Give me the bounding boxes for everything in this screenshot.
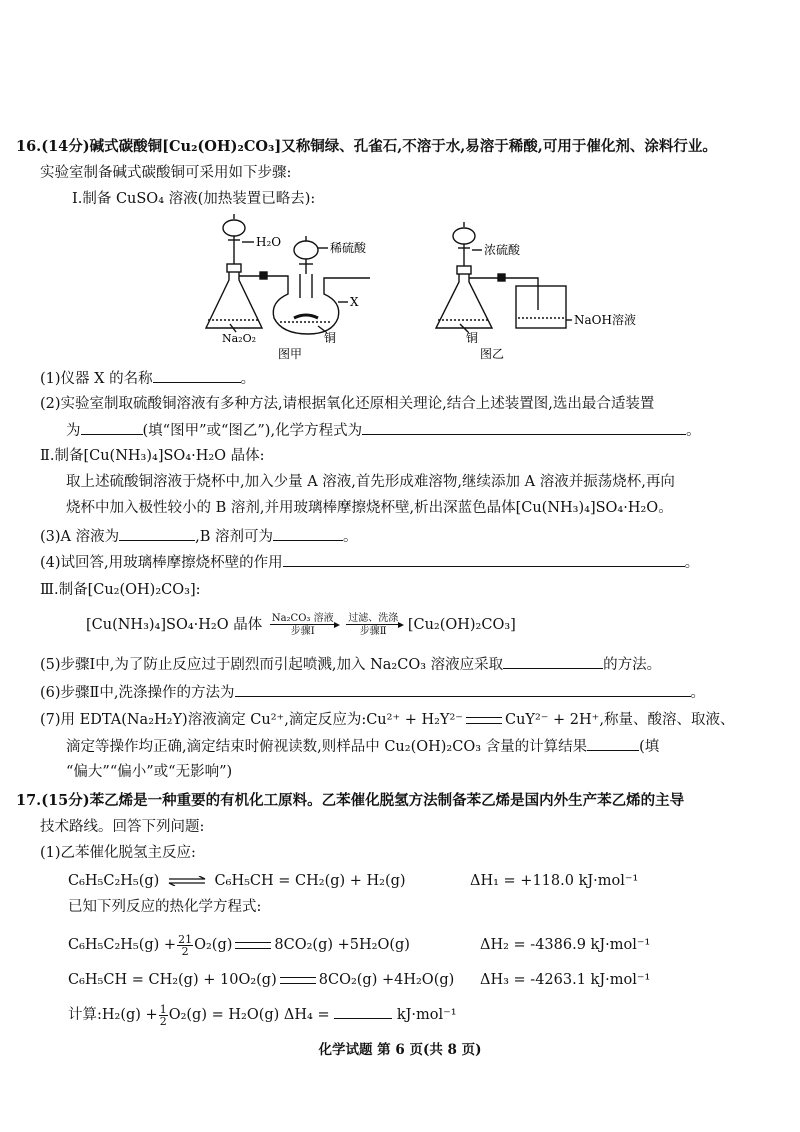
r1-left: C₆H₅C₂H₅(g) (68, 873, 160, 889)
calc-blank[interactable] (334, 1004, 392, 1019)
equals-double-line (466, 717, 502, 724)
r1-enthalpy: ΔH₁ = +118.0 kJ·mol⁻¹ (470, 873, 639, 889)
q16-5-blank[interactable] (503, 654, 603, 669)
q16-part1-heading: Ⅰ.制备 CuSO₄ 溶液(加热装置已略去): (72, 191, 316, 207)
calc-frac-num: 1 (159, 1002, 167, 1016)
q16-4 (40, 552, 699, 573)
figure-yi-apparatus (420, 214, 640, 362)
q16-7-line2 (66, 736, 659, 757)
q16-5 (40, 654, 661, 675)
q16-part2-para2: 烧杯中加入极性较小的 B 溶剂,并用玻璃棒摩擦烧杯壁,析出深蓝色晶体[Cu(NH₃)₄]SO₄·H₂O。 (66, 500, 673, 516)
q16-2-line2 (66, 420, 701, 441)
q16-7-line1 (40, 710, 734, 730)
q16-7-line3: “偏大”“偏小”或“无影响”) (66, 764, 233, 780)
q16-7-text-b1: 滴定等操作均正确,滴定结束时俯视读数,则样品中 Cu₂(OH)₂CO₃ 含量的计算结果 (66, 739, 588, 755)
fig-jia-label-h2o: H₂O (256, 235, 282, 249)
calc-fraction (159, 1004, 168, 1027)
fig-yi-label-cu: 铜 (466, 331, 479, 345)
scheme-arrow-2-top: 过滤、洗涤 (348, 613, 399, 624)
scheme-arrow-2-bottom: 步骤Ⅱ (359, 626, 387, 637)
reversible-arrow (167, 876, 207, 886)
q16-6-blank[interactable] (235, 682, 691, 697)
q16-6-end: 。 (690, 685, 706, 701)
q16-intro: 实验室制备碱式碳酸铜可采用如下步骤: (40, 165, 292, 181)
q16-part2-para1: 取上述硫酸铜溶液于烧杯中,加入少量 A 溶液,首先形成难溶物,继续添加 A 溶液并振荡烧杯,再向 (66, 474, 675, 490)
q16-3-blank-b[interactable] (273, 526, 343, 541)
q17-reaction-2 (68, 930, 410, 960)
calc-unit: kJ·mol⁻¹ (396, 1007, 457, 1023)
r1-right: C₆H₅CH = CH₂(g) + H₂(g) (214, 873, 406, 889)
r3-left: C₆H₅CH = CH₂(g) + 10O₂(g) (68, 972, 277, 988)
q17-header: 17.(15分)苯乙烯是一种重要的有机化工原料。乙苯催化脱氢方法制备苯乙烯是国内外生产苯乙烯的主导 (16, 792, 685, 809)
r2-mid: O₂(g) (194, 937, 233, 953)
q16-7-text-b2: (填 (639, 739, 660, 755)
q17-reaction-1 (68, 871, 406, 891)
q17-header-line2: 技术路线。回答下列问题: (40, 819, 205, 835)
fig-jia-label-na2o2: Na₂O₂ (222, 332, 257, 345)
q16-6-text: (6)步骤Ⅱ中,洗涤操作的方法为 (40, 685, 235, 701)
q16-1 (40, 368, 255, 389)
r2-frac-num: 21 (178, 932, 193, 946)
fig-jia-label-cu: 铜 (324, 331, 337, 345)
q16-reaction-scheme (86, 612, 516, 638)
r3-enthalpy: ΔH₃ = -4263.1 kJ·mol⁻¹ (480, 972, 651, 988)
q16-2-end: 。 (686, 423, 701, 439)
fig-yi-label-acid: 浓硫酸 (484, 243, 521, 257)
r2-fraction (177, 934, 193, 957)
calc-frac-den: 2 (159, 1014, 167, 1028)
q16-2-blank-equation[interactable] (362, 420, 686, 435)
q16-header: 16.(14分)碱式碳酸铜[Cu₂(OH)₂CO₃]又称铜绿、孔雀石,不溶于水,易溶于稀酸,可用于催化剂、涂料行业。 (16, 138, 717, 155)
scheme-end: [Cu₂(OH)₂CO₃] (407, 617, 516, 633)
q16-5-text-a: (5)步骤Ⅰ中,为了防止反应过于剧烈而引起喷溅,加入 Na₂CO₃ 溶液应采取 (40, 657, 504, 673)
q17-1: (1)乙苯催化脱氢主反应: (40, 845, 196, 861)
scheme-arrow-2 (346, 613, 400, 637)
fig-jia-caption: 图甲 (278, 347, 303, 361)
fig-yi-caption: 图乙 (480, 347, 505, 361)
q16-3 (40, 526, 358, 547)
fig-jia-label-acid: 稀硫酸 (330, 241, 367, 255)
r2-frac-den: 2 (181, 944, 189, 958)
scheme-arrow-1-top: Na₂CO₃ 溶液 (271, 613, 334, 624)
scheme-arrow-1 (270, 613, 336, 637)
q16-7-text-a: (7)用 EDTA(Na₂H₂Y)溶液滴定 Cu²⁺,滴定反应为:Cu²⁺ + H₂Y²⁻ (40, 712, 463, 728)
r2-left: C₆H₅C₂H₅(g) + (68, 937, 177, 953)
q16-7-blank[interactable] (587, 736, 639, 751)
q16-5-text-b: 的方法。 (603, 657, 662, 673)
r3-right: 8CO₂(g) +4H₂O(g) (318, 972, 455, 988)
q16-1-blank[interactable] (153, 368, 241, 383)
q17-known: 已知下列反应的热化学方程式: (68, 899, 262, 915)
q16-3-text-b: ,B 溶剂可为 (195, 529, 273, 545)
equals-double-line (280, 977, 316, 984)
fig-yi-label-naoh: NaOH溶液 (574, 313, 636, 327)
r2-enthalpy: ΔH₂ = -4386.9 kJ·mol⁻¹ (480, 937, 651, 953)
calc-text-a: 计算:H₂(g) + (68, 1007, 158, 1023)
q16-2-text-b: (填“图甲”或“图乙”),化学方程式为 (142, 423, 363, 439)
q16-3-end: 。 (343, 529, 358, 545)
page-footer: 化学试题 第 6 页(共 8 页) (318, 1042, 482, 1058)
q16-2-text-a: 为 (66, 423, 81, 439)
q16-7-text-a2: CuY²⁻ + 2H⁺,称量、酸溶、取液、 (504, 712, 735, 728)
q17-calc (68, 1000, 457, 1030)
q16-4-blank[interactable] (283, 552, 685, 567)
q16-1-text: (1)仪器 X 的名称 (40, 371, 153, 387)
scheme-arrow-1-bottom: 步骤Ⅰ (290, 626, 315, 637)
q16-part3-heading: Ⅲ.制备[Cu₂(OH)₂CO₃]: (40, 582, 201, 598)
fig-jia-label-x: X (350, 295, 359, 309)
q16-part2-heading: Ⅱ.制备[Cu(NH₃)₄]SO₄·H₂O 晶体: (40, 448, 265, 464)
calc-text-b: O₂(g) = H₂O(g) ΔH₄ = (168, 1007, 330, 1023)
q16-4-end: 。 (684, 555, 700, 571)
q16-4-text: (4)试回答,用玻璃棒摩擦烧杯壁的作用 (40, 555, 283, 571)
scheme-start: [Cu(NH₃)₄]SO₄·H₂O 晶体 (86, 617, 263, 633)
figure-jia-apparatus (200, 214, 400, 362)
q16-1-end: 。 (240, 371, 256, 387)
q16-2-line1: (2)实验室制取硫酸铜溶液有多种方法,请根据氧化还原相关理论,结合上述装置图,选出最合适装置 (40, 396, 655, 412)
q16-2-blank-figure[interactable] (81, 420, 143, 435)
q16-3-blank-a[interactable] (119, 526, 195, 541)
q16-6 (40, 682, 705, 703)
q17-reaction-3 (68, 970, 454, 990)
q16-3-text-a: (3)A 溶液为 (40, 529, 120, 545)
equals-double-line (235, 942, 271, 949)
r2-right: 8CO₂(g) +5H₂O(g) (274, 937, 410, 953)
